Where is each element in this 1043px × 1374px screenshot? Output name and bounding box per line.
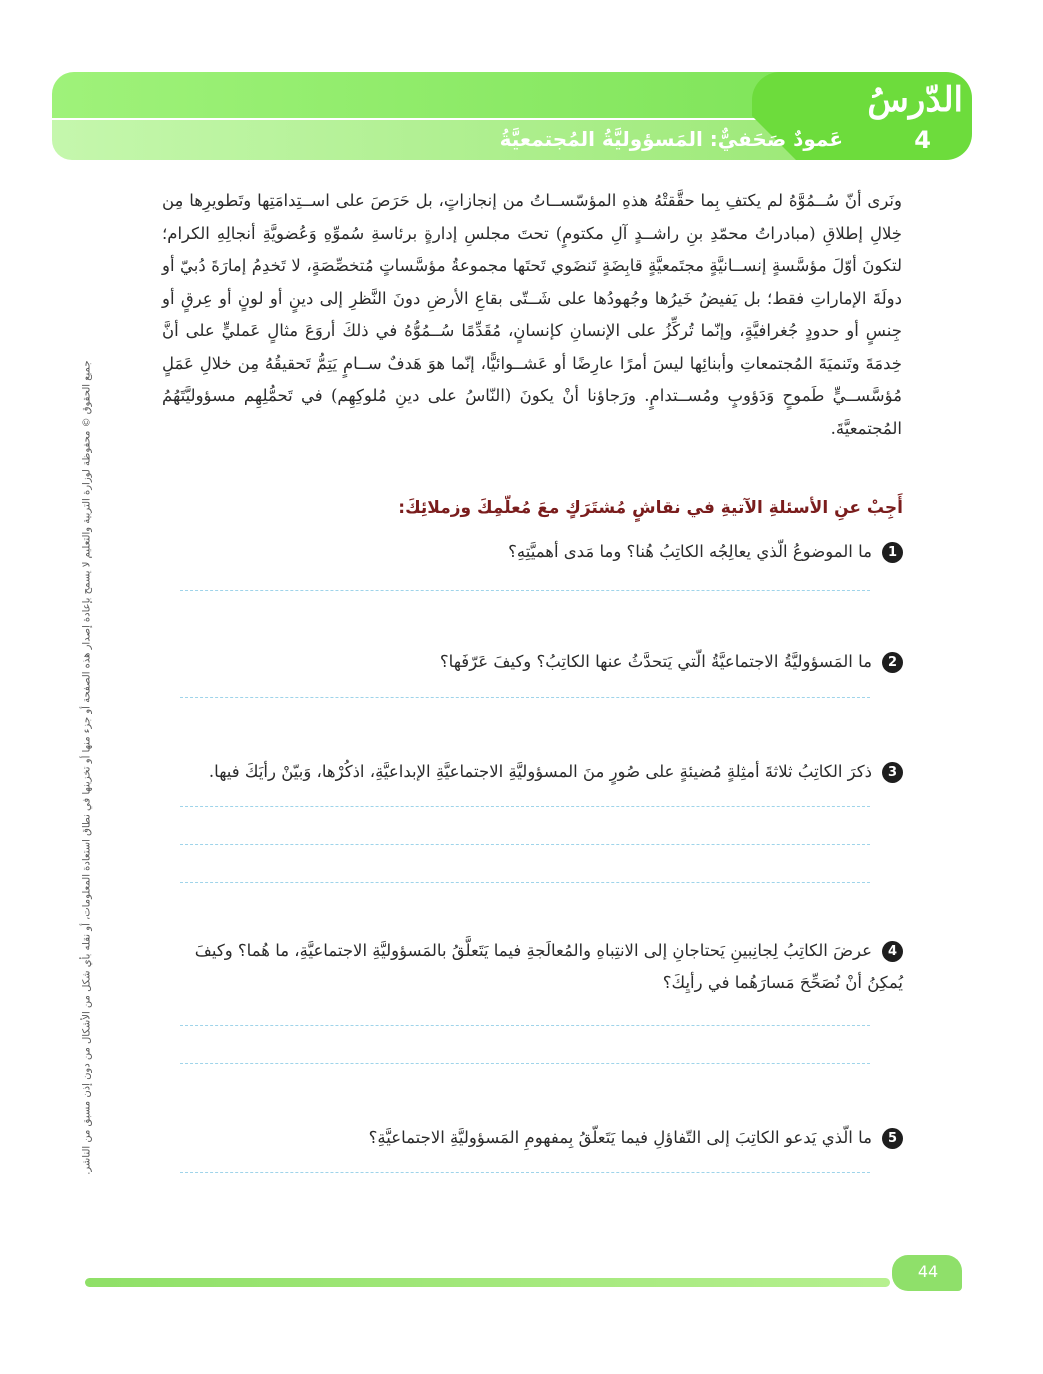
answer-line[interactable] <box>180 1172 870 1173</box>
question-number-badge: 1 <box>882 542 903 563</box>
answer-line[interactable] <box>180 1025 870 1026</box>
copyright-text: جميع الحقوق © محفوظة لوزارة التربية والتعليم لا يسمح بإعادة إصدار هذه الصفحة أو جزء منها أو تخزينها في نطاق استعادة المعلومات، أو نقله بأي شكل من الأشكال من دون إذن مسبق من الناشر. <box>81 360 93 1175</box>
answer-line[interactable] <box>180 697 870 698</box>
footer-bar <box>85 1278 890 1287</box>
answer-line[interactable] <box>180 806 870 807</box>
question-text: ما الموضوعُ الّذي يعالِجُه الكاتِبُ هُنا؟ وما مَدى أهميَّتِهِ؟ <box>508 542 872 561</box>
lesson-label: الدّرسُ <box>867 80 963 120</box>
article-paragraph: ونَرى أنّ سُــمُوَّهُ لم يكتفِ بِما حقَّقتْهُ هذهِ المؤسّســاتُ من إنجازاتٍ، بل حَرَصَ على اســتِدامَتِها وتَطويرِها مِن خِلالِ إطلاقِ (مبادراتُ محمّدِ بنِ راشــدٍ آلِ مكتومٍ) تحتَ مجلسِ إدارةٍ برئاسةِ سُموِّهِ وَعُضويَّةِ أنجالِهِ الكرام؛ لتكونَ أوّلَ مؤسَّسةٍ إنســانيَّةٍ مجتَمعيَّةٍ قابِضَةٍ تَنضَوي تَحتَها مجموعةُ مؤسَّساتٍ مُتخصِّصَةٍ، لا تَخدِمُ إمارَةَ دُبيّ أو دولَةَ الإماراتِ فقط؛ بل يَفيضُ خَيرُها وجُهودُها على شَــتّى بقاعِ الأرضِ دونَ النَّظرِ إلى دينٍ أو لونٍ أو عِرقٍ أو جِنسٍ أو حدودٍ جُغرافيَّةٍ، وإنّما تُركِّزُ على الإنسانِ كإنسانٍ، مُقَدِّمًا سُــمُوُّهُ في ذلكَ أروَعَ مثالٍ عَمليٍّ على أنَّ خِدمَةَ وتَنميَةَ المُجتمعاتِ وأبنائِها ليسَ أمرًا عارِضًا أو عَشــوائيًّا، إنّما هوَ هَدفٌ ســامٍ يَتِمُّ تَحقيقُهُ مِن خلالِ عَمَلٍ مُؤسَّســيٍّ طَموحٍ وَدَؤوبٍ ومُســتدامٍ. ورَجاؤنا أنْ يكونَ (النّاسُ على دينِ مُلوكِهِم) في تَحمُّلِهِم مسؤوليَّتَهُمُ المُجتمعيَّةَ. <box>162 191 902 438</box>
answer-line[interactable] <box>180 844 870 845</box>
answer-line[interactable] <box>180 590 870 591</box>
question-2 <box>183 646 903 678</box>
question-text: ذكرَ الكاتِبُ ثلاثةَ أمثِلةٍ مُضيئةٍ على صُورٍ منَ المسؤوليَّةِ الاجتماعيَّةِ الإبداعيَّةِ، اذكُرْها، وَبيّنْ رأيَكَ فيها. <box>208 762 872 781</box>
question-5 <box>183 1122 903 1154</box>
lesson-title: عَمودٌ صَحَفيٌّ: المَسؤوليَّةُ المُجتمعيَّةُ <box>499 127 843 151</box>
copyright-note <box>81 360 93 1175</box>
questions-prompt: أَجِبْ عنِ الأسئلةِ الآتيةِ في نقاشٍ مُشتَرَكٍ معَ مُعلّمِكَ وزملائِكَ: <box>398 498 903 518</box>
answer-line[interactable] <box>180 1063 870 1064</box>
question-3 <box>183 756 903 788</box>
question-number-badge: 3 <box>882 762 903 783</box>
question-number-badge: 4 <box>882 941 903 962</box>
answer-line[interactable] <box>180 882 870 883</box>
question-number-badge: 2 <box>882 652 903 673</box>
question-text: ما المَسؤوليَّةُ الاجتماعيَّةُ الّتي يَتحدَّثُ عنها الكاتِبُ؟ وكيفَ عَرّفَها؟ <box>439 652 872 671</box>
lesson-number: 4 <box>914 126 931 154</box>
question-number-badge: 5 <box>882 1128 903 1149</box>
question-4 <box>183 935 903 999</box>
question-1 <box>183 536 903 568</box>
page-number: 44 <box>917 1262 939 1281</box>
question-text: عرضَ الكاتِبُ لِجانِبينِ يَحتاجانِ إلى الانتِباهِ والمُعالَجةِ فيما يَتَعلَّقُ بالمَسؤوليَّةِ الاجتماعيَّةِ، ما هُما؟ وكيفَ يُمكِنُ أنْ نُصَحِّحَ مَسارَهُما في رأيِكَ؟ <box>194 941 903 992</box>
question-text: ما الّذي يَدعو الكاتِبَ إلى التّفاؤلِ فيما يَتَعلّقُ بِمفهومِ المَسؤوليَّةِ الاجتماعيَّةِ؟ <box>368 1128 872 1147</box>
